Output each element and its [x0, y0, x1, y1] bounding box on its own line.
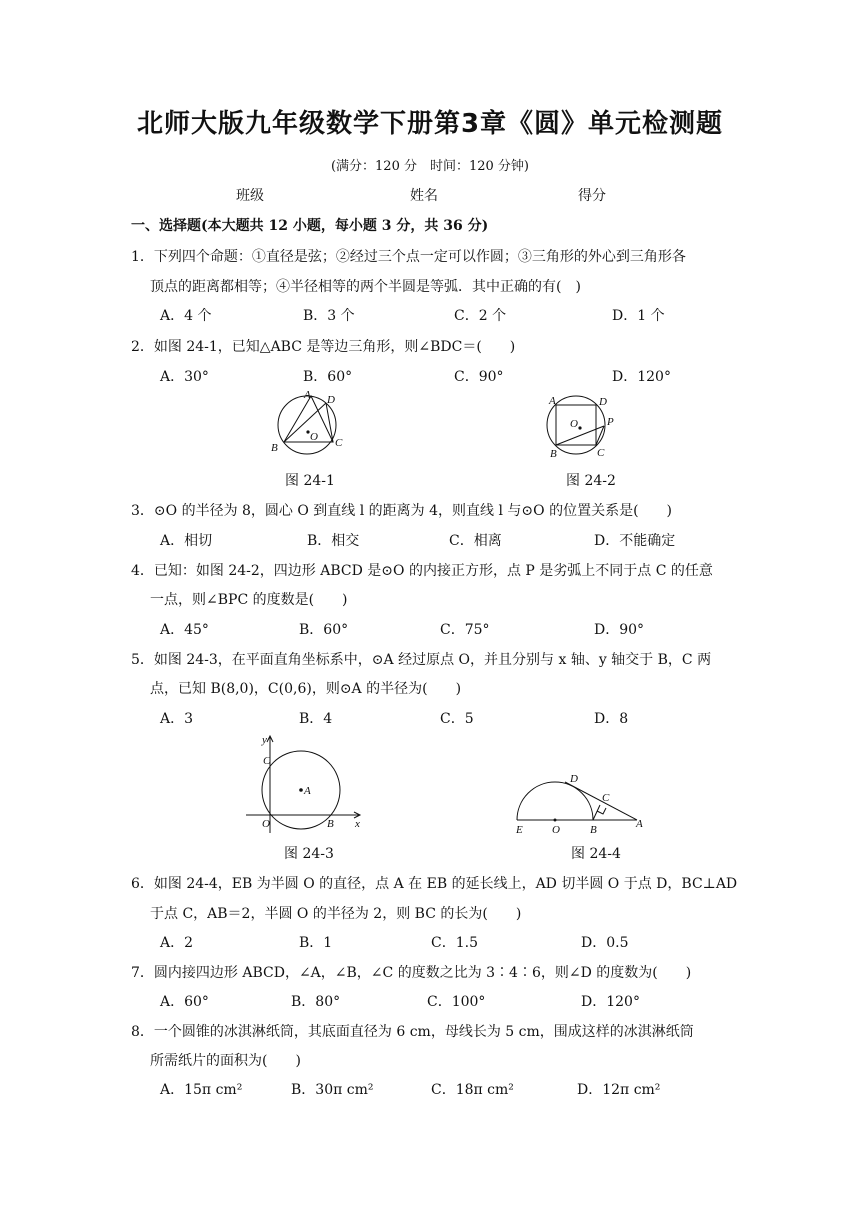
- fig1-label-c: C: [335, 437, 343, 449]
- q2-option-b: B．60°: [303, 369, 353, 385]
- q1-option-d: D．1 个: [612, 308, 665, 324]
- q6-option-a: A．2: [160, 935, 194, 951]
- fig2-label-o: O: [570, 418, 578, 430]
- q4-option-a: A．45°: [160, 622, 209, 638]
- question-4-line-1: 4．已知：如图 24-2，四边形 ABCD 是⊙O 的内接正方形，点 P 是劣弧上不同于点 C 的任意: [131, 563, 713, 579]
- fig1-label-b: B: [271, 442, 278, 454]
- class-field: 班级: [236, 188, 264, 204]
- figure-24-1-caption: 图 24-1: [285, 473, 335, 489]
- q4-option-d: D．90°: [594, 622, 645, 638]
- section-heading: 一、选择题(本大题共 12 小题，每小题 3 分，共 36 分): [131, 218, 489, 234]
- fig4-label-d: D: [570, 773, 578, 785]
- q5-option-c: C．5: [440, 711, 474, 727]
- figure-24-3-caption: 图 24-3: [284, 846, 334, 862]
- q4-option-c: C．75°: [440, 622, 490, 638]
- q7-option-d: D．120°: [581, 994, 640, 1010]
- figure-24-4: [510, 770, 650, 835]
- q5-option-a: A．3: [160, 711, 194, 727]
- figure-24-2: [543, 392, 623, 462]
- question-5-line-1: 5．如图 24-3，在平面直角坐标系中，⊙A 经过原点 O，并且分别与 x 轴、y 轴交于 B，C 两: [131, 652, 712, 668]
- question-1-line-2: 顶点的距离都相等；④半径相等的两个半圆是等弧．其中正确的有( ): [150, 279, 581, 295]
- figure-24-1: [270, 388, 350, 458]
- q1-option-b: B．3 个: [303, 308, 355, 324]
- figure-24-3: [243, 733, 373, 838]
- question-6-line-1: 6．如图 24-4，EB 为半圆 O 的直径，点 A 在 EB 的延长线上，AD 切半圆 O 于点 D，BC⊥AD: [131, 876, 738, 892]
- question-7-line-1: 7．圆内接四边形 ABCD，∠A，∠B，∠C 的度数之比为 3∶4∶6，则∠D 的度数为( ): [131, 965, 692, 981]
- fig2-label-c: C: [597, 447, 605, 459]
- q4-option-b: B．60°: [299, 622, 349, 638]
- q1-option-a: A．4 个: [160, 308, 212, 324]
- question-1-line-1: 1．下列四个命题：①直径是弦；②经过三个点一定可以作圆；③三角形的外心到三角形各: [131, 249, 686, 265]
- q5-option-d: D．8: [594, 711, 629, 727]
- question-3-line-1: 3．⊙O 的半径为 8，圆心 O 到直线 l 的距离为 4，则直线 l 与⊙O 的位置关系是( ): [131, 503, 672, 519]
- fig3-label-o: O: [262, 818, 270, 830]
- q6-option-d: D．0.5: [581, 935, 629, 951]
- q6-option-c: C．1.5: [431, 935, 478, 951]
- q3-option-d: D．不能确定: [594, 533, 676, 549]
- figure-24-4-caption: 图 24-4: [571, 846, 621, 862]
- q8-option-a: A．15π cm²: [160, 1082, 243, 1098]
- fig2-label-b: B: [550, 448, 557, 460]
- fig2-label-a: A: [549, 395, 556, 407]
- fig3-label-a: A: [304, 785, 311, 797]
- fig3-label-x: x: [355, 818, 360, 830]
- q1-option-c: C．2 个: [454, 308, 507, 324]
- fig2-label-p: P: [607, 416, 614, 428]
- q8-option-b: B．30π cm²: [291, 1082, 374, 1098]
- fig4-label-b: B: [590, 824, 597, 836]
- fig1-label-o: O: [310, 431, 318, 443]
- q3-option-c: C．相离: [449, 533, 502, 549]
- question-2-line-1: 2．如图 24-1，已知△ABC 是等边三角形，则∠BDC＝( ): [131, 339, 516, 355]
- q7-option-c: C．100°: [427, 994, 486, 1010]
- fig3-label-y: y: [262, 734, 267, 746]
- question-8-line-1: 8．一个圆锥的冰淇淋纸筒，其底面直径为 6 cm，母线长为 5 cm，围成这样的冰淇淋纸筒: [131, 1024, 694, 1040]
- figure-24-2-caption: 图 24-2: [566, 473, 616, 489]
- q5-option-b: B．4: [299, 711, 333, 727]
- fig4-label-a: A: [636, 818, 643, 830]
- q7-option-b: B．80°: [291, 994, 341, 1010]
- page-title: 北师大版九年级数学下册第3章《圆》单元检测题: [136, 109, 724, 139]
- q2-option-d: D．120°: [612, 369, 671, 385]
- exam-info: (满分：120 分 时间：120 分钟): [330, 159, 530, 174]
- question-6-line-2: 于点 C，AB＝2，半圆 O 的半径为 2，则 BC 的长为( ): [150, 906, 522, 922]
- q2-option-c: C．90°: [454, 369, 504, 385]
- fig3-label-c: C: [263, 755, 271, 767]
- question-8-line-2: 所需纸片的面积为( ): [150, 1053, 301, 1069]
- fig3-label-b: B: [327, 818, 334, 830]
- q8-option-c: C．18π cm²: [431, 1082, 514, 1098]
- name-field: 姓名: [410, 188, 438, 204]
- fig2-label-d: D: [599, 396, 607, 408]
- fig1-label-a: A: [304, 389, 311, 401]
- fig4-label-o: O: [552, 824, 560, 836]
- question-5-line-2: 点，已知 B(8,0)，C(0,6)，则⊙A 的半径为( ): [150, 681, 462, 697]
- fig1-label-d: D: [327, 394, 335, 406]
- q3-option-a: A．相切: [160, 533, 213, 549]
- score-field: 得分: [578, 188, 606, 204]
- q8-option-d: D．12π cm²: [577, 1082, 661, 1098]
- q2-option-a: A．30°: [160, 369, 209, 385]
- question-4-line-2: 一点，则∠BPC 的度数是( ): [150, 592, 348, 608]
- q7-option-a: A．60°: [160, 994, 209, 1010]
- q6-option-b: B．1: [299, 935, 333, 951]
- q3-option-b: B．相交: [307, 533, 360, 549]
- fig4-label-c: C: [602, 792, 610, 804]
- fig4-label-e: E: [516, 824, 523, 836]
